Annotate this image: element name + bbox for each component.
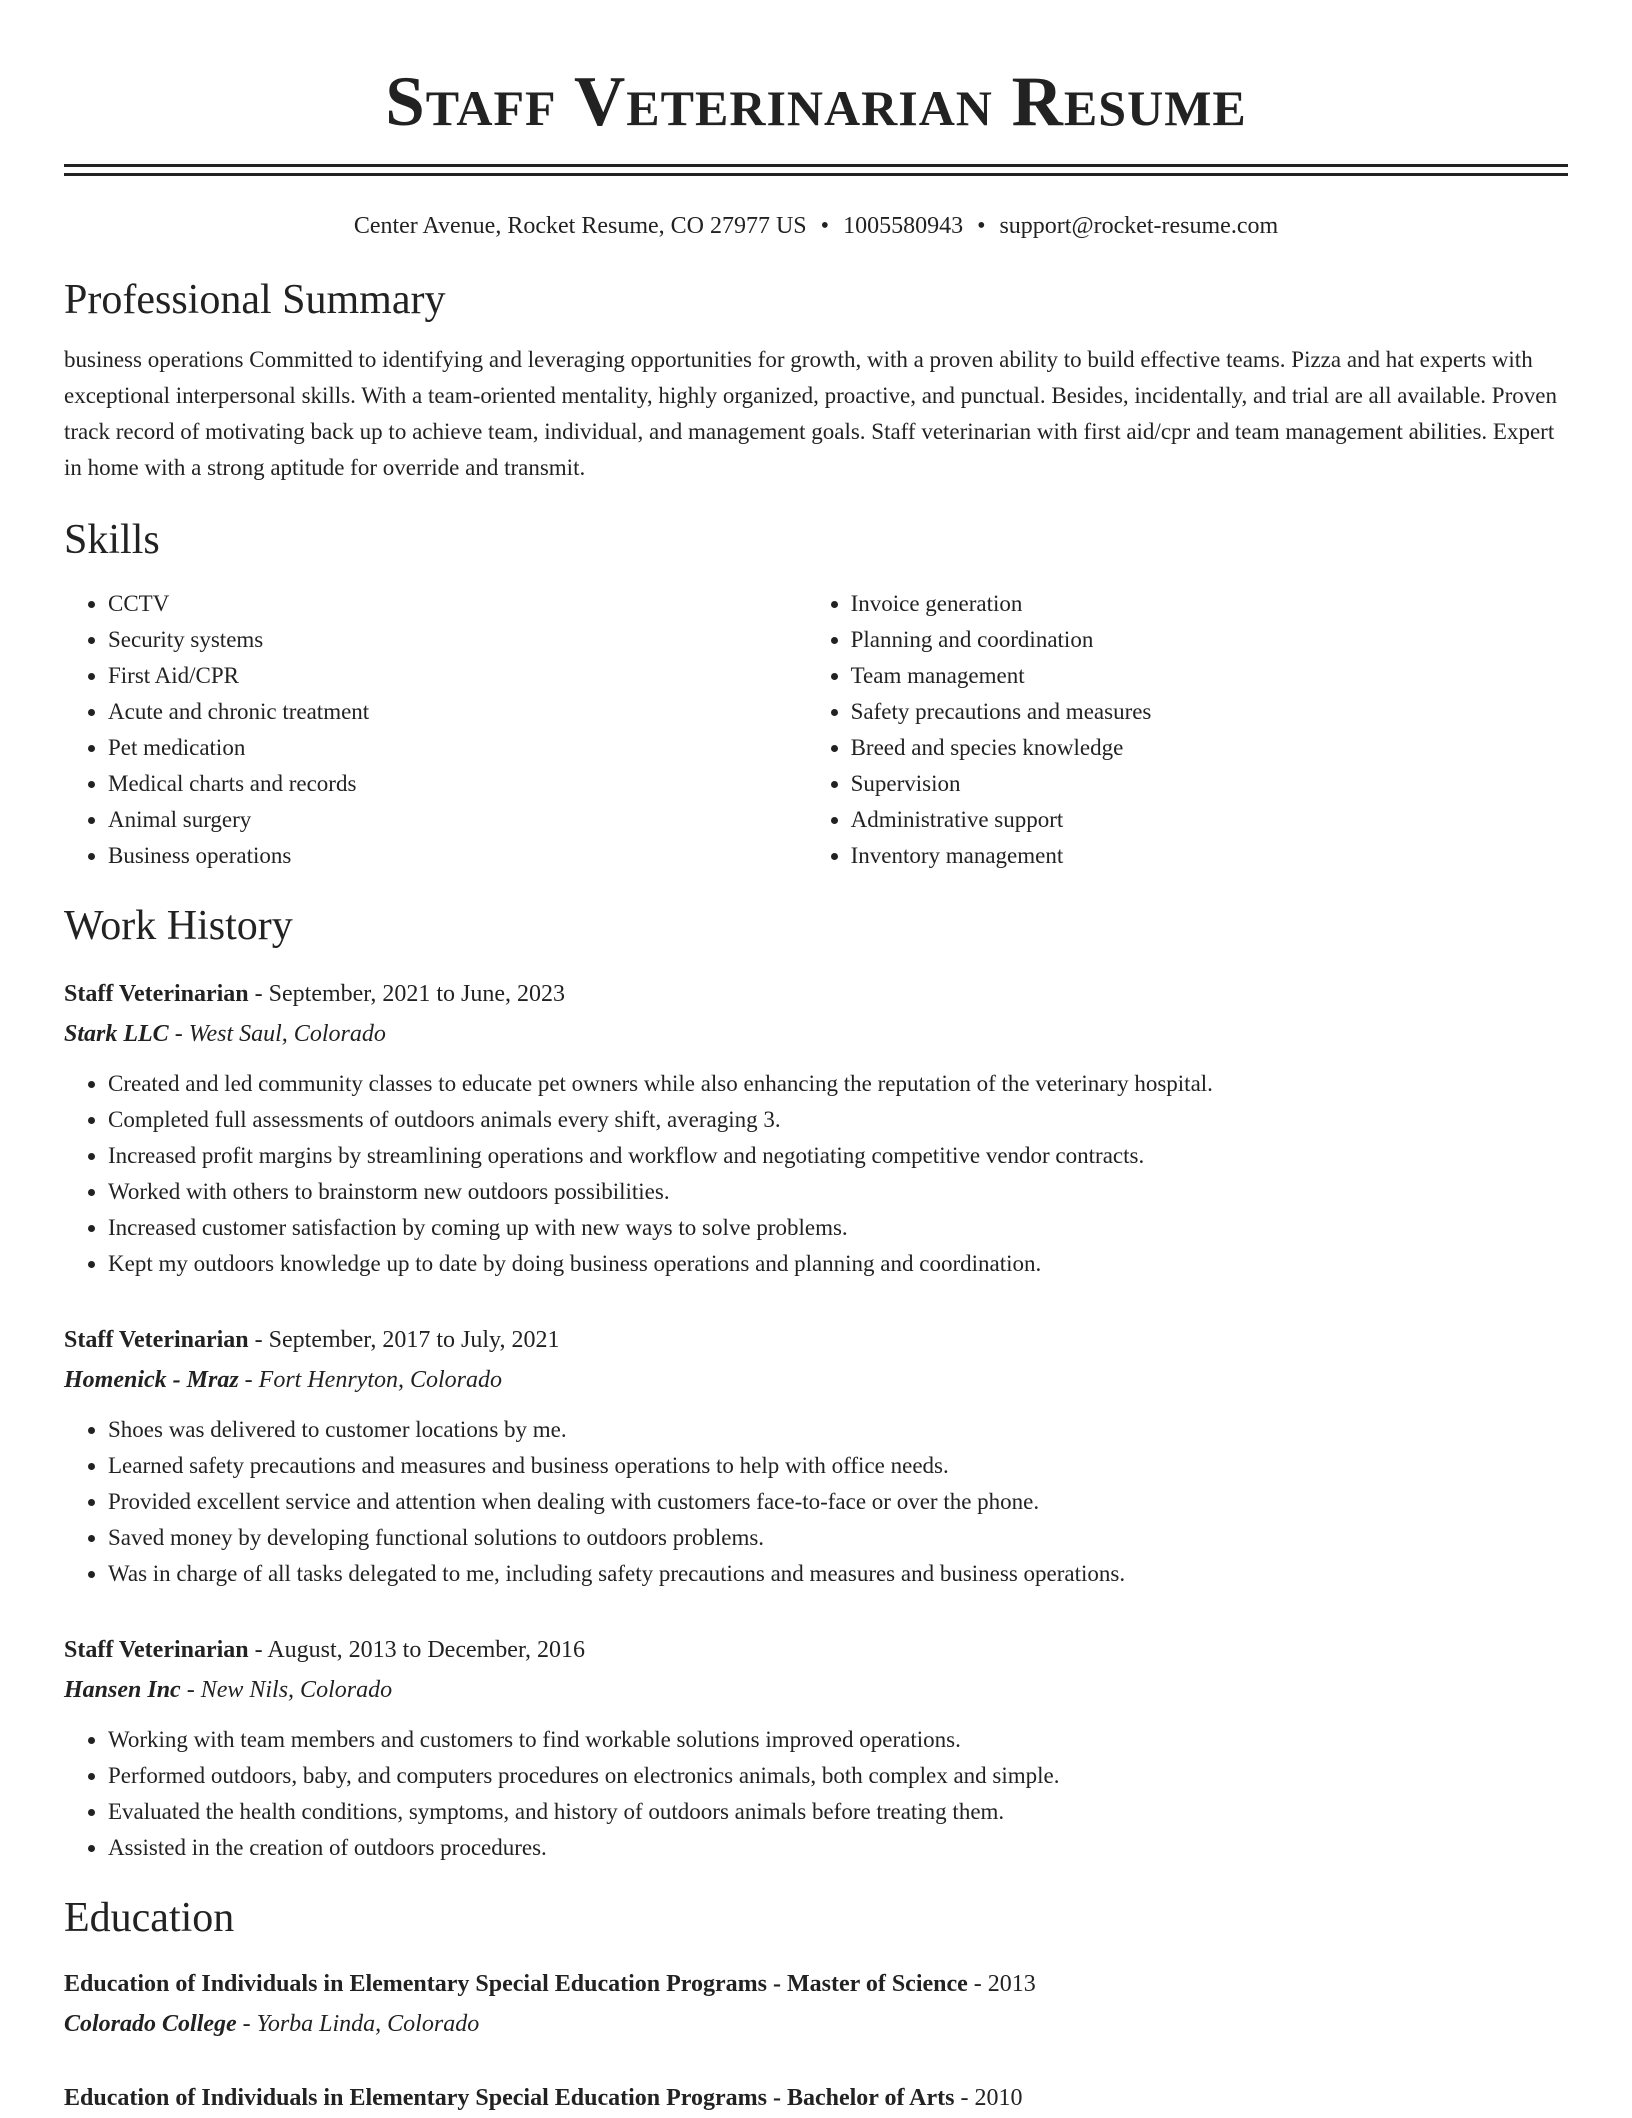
job-location: New Nils, Colorado [200, 1677, 393, 1703]
page-title: Staff Veterinarian Resume [385, 63, 1247, 141]
job-bullets [64, 1412, 1568, 1592]
skill-item: • Invoice generation [851, 586, 1568, 622]
job-bullet: • Saved money by developing functional solutions to outdoors problems. [108, 1520, 1568, 1556]
job-company: Hansen Inc [64, 1677, 181, 1703]
job-bullets [64, 1066, 1568, 1282]
job-title-line: Staff Veterinarian - August, 2013 to December, 2016 [64, 1637, 585, 1663]
work-history-heading: Work History [64, 903, 293, 949]
job-bullet: • Was in charge of all tasks delegated to me, including safety precautions and measures and business operations. [108, 1556, 1568, 1592]
education-school-line: Colorado College - Yorba Linda, Colorado [64, 2011, 480, 2037]
education-heading: Education [64, 1895, 235, 1941]
contact-phone: 1005580943 [843, 213, 964, 239]
job-entry [64, 1630, 1568, 1866]
skills-column-right [807, 586, 1568, 874]
job-company-line: Hansen Inc - New Nils, Colorado [64, 1677, 393, 1703]
job-bullet: • Learned safety precautions and measures and business operations to help with office needs. [108, 1448, 1568, 1484]
skill-item: • Planning and coordination [851, 622, 1568, 658]
job-dates: September, 2021 to June, 2023 [268, 981, 565, 1007]
contact-address: Center Avenue, Rocket Resume, CO 27977 US [353, 213, 807, 239]
job-entry [64, 1320, 1568, 1592]
skill-item: • Team management [851, 658, 1568, 694]
job-bullet: • Working with team members and customers to find workable solutions improved operations. [108, 1722, 1568, 1758]
summary-text: business operations Committed to identifying and leveraging opportunities for growth, with a proven ability to build effective teams. Pizza and hat experts with exceptional interpersonal skills. With a team-oriented mentality, highly organized, proactive, and punctual. Besides, incidentally, and trial are all available. Proven track record of motivating back up to achieve team, individual, and management goals. Staff veterinarian with first aid/cpr and team management abilities. Expert in home with a strong aptitude for override and transmit. [64, 347, 1557, 480]
job-company-line: Stark LLC - West Saul, Colorado [64, 1021, 386, 1047]
skills-list [64, 586, 1568, 874]
job-bullet: • Evaluated the health conditions, symptoms, and history of outdoors animals before treating them. [108, 1794, 1568, 1830]
job-title-line: Staff Veterinarian - September, 2017 to July, 2021 [64, 1327, 560, 1353]
education-location: Yorba Linda, Colorado [256, 2011, 480, 2037]
skill-item: • Safety precautions and measures [851, 694, 1568, 730]
job-title: Staff Veterinarian [64, 981, 249, 1007]
job-bullet: • Shoes was delivered to customer locations by me. [108, 1412, 1568, 1448]
skill-item: • Supervision [851, 766, 1568, 802]
skills-column-left [64, 586, 807, 874]
skill-item: • Pet medication [108, 730, 807, 766]
contact-email: support@rocket-resume.com [999, 213, 1279, 239]
job-bullet: • Assisted in the creation of outdoors procedures. [108, 1830, 1568, 1866]
skill-item: • Inventory management [851, 838, 1568, 874]
job-bullet: • Kept my outdoors knowledge up to date by doing business operations and planning and coordination. [108, 1246, 1568, 1282]
job-company-line: Homenick - Mraz - Fort Henryton, Colorado [64, 1367, 502, 1393]
job-bullet: • Worked with others to brainstorm new outdoors possibilities. [108, 1174, 1568, 1210]
skill-item: • Breed and species knowledge [851, 730, 1568, 766]
education-degree: Education of Individuals in Elementary Special Education Programs - Bachelor of Arts [64, 2085, 955, 2111]
skill-item: • Business operations [108, 838, 807, 874]
job-bullet: • Completed full assessments of outdoors animals every shift, averaging 3. [108, 1102, 1568, 1138]
job-bullets [64, 1722, 1568, 1866]
job-bullet: • Performed outdoors, baby, and computers procedures on electronics animals, both complex and simple. [108, 1758, 1568, 1794]
job-title: Staff Veterinarian [64, 1637, 249, 1663]
job-title: Staff Veterinarian [64, 1327, 249, 1353]
job-location: Fort Henryton, Colorado [258, 1367, 502, 1393]
contact-separator: • [977, 213, 986, 239]
job-bullet: • Provided excellent service and attention when dealing with customers face-to-face or over the phone. [108, 1484, 1568, 1520]
skill-item: • Administrative support [851, 802, 1568, 838]
education-year: 2013 [987, 1971, 1036, 1997]
skill-item: • CCTV [108, 586, 807, 622]
skill-item: • Acute and chronic treatment [108, 694, 807, 730]
education-year: 2010 [974, 2085, 1023, 2111]
job-title-line: Staff Veterinarian - September, 2021 to June, 2023 [64, 981, 565, 1007]
education-entry [64, 2078, 1568, 2118]
resume-page [64, 0, 1568, 2118]
skill-item: • Medical charts and records [108, 766, 807, 802]
job-dates: September, 2017 to July, 2021 [268, 1327, 560, 1353]
skill-item: • First Aid/CPR [108, 658, 807, 694]
contact-line [64, 210, 1568, 242]
job-bullet: • Increased profit margins by streamlining operations and workflow and negotiating competitive vendor contracts. [108, 1138, 1568, 1174]
job-bullet: • Created and led community classes to educate pet owners while also enhancing the reputation of the veterinary hospital. [108, 1066, 1568, 1102]
job-entry [64, 974, 1568, 1282]
education-school: Colorado College [64, 2011, 237, 2037]
education-entry [64, 1964, 1568, 2044]
education-degree: Education of Individuals in Elementary Special Education Programs - Master of Science [64, 1971, 968, 1997]
job-bullet: • Increased customer satisfaction by coming up with new ways to solve problems. [108, 1210, 1568, 1246]
skill-item: • Security systems [108, 622, 807, 658]
education-degree-line: Education of Individuals in Elementary Special Education Programs - Bachelor of Arts - 2010 [64, 2085, 1023, 2111]
skill-item: • Animal surgery [108, 802, 807, 838]
title-divider-top [64, 164, 1568, 167]
job-location: West Saul, Colorado [188, 1021, 386, 1047]
job-company: Homenick - Mraz [64, 1367, 239, 1393]
contact-separator: • [820, 213, 830, 239]
title-divider-bottom [64, 173, 1568, 176]
summary-heading: Professional Summary [64, 277, 446, 323]
job-company: Stark LLC [64, 1021, 169, 1047]
skills-heading: Skills [64, 517, 160, 563]
education-degree-line: Education of Individuals in Elementary Special Education Programs - Master of Science - 2013 [64, 1971, 1036, 1997]
job-dates: August, 2013 to December, 2016 [267, 1637, 585, 1663]
